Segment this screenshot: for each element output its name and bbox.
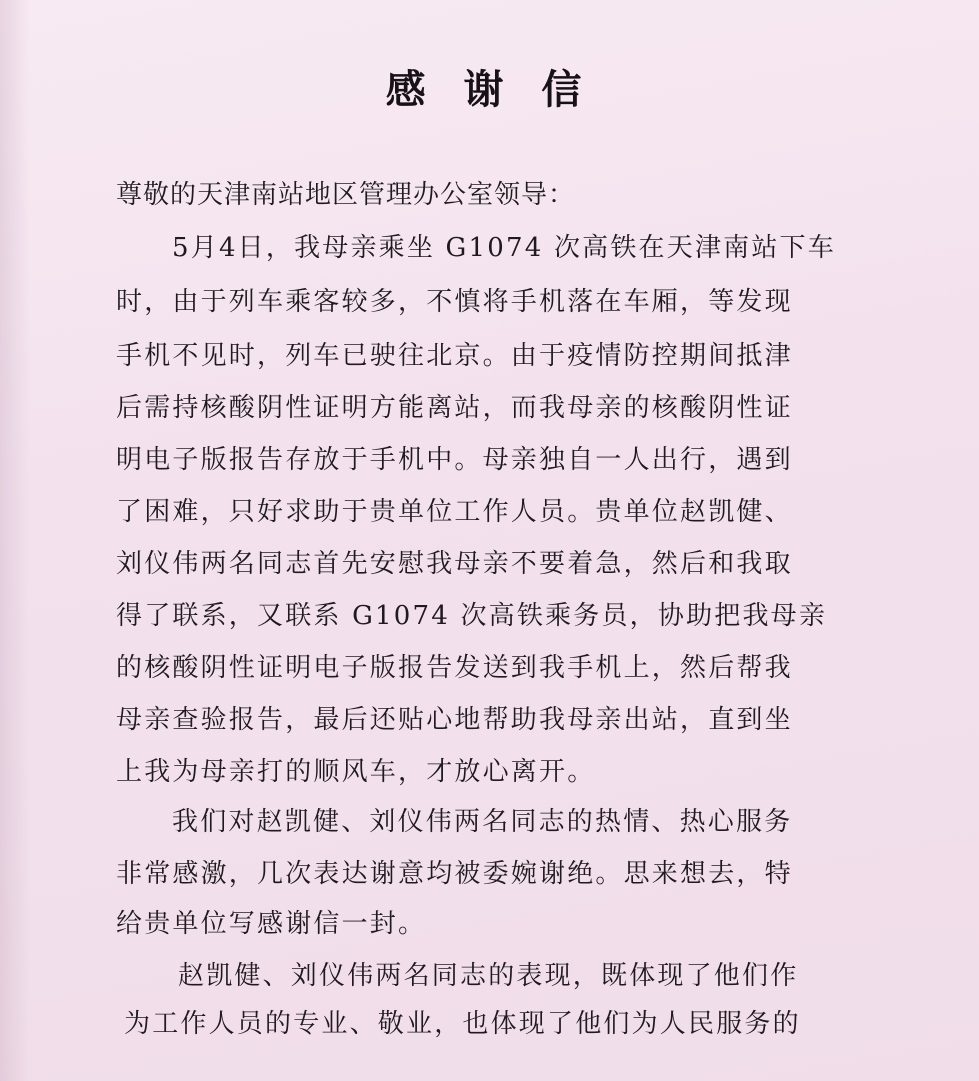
body-line: 非常感激，几次表达谢意均被委婉谢绝。思来想去，特 [116, 859, 793, 889]
paper-edge-shadow [0, 0, 30, 1081]
body-line: 赵凯健、刘仪伟两名同志的表现，既体现了他们作 [178, 961, 799, 991]
body-line: 母亲查验报告，最后还贴心地帮助我母亲出站，直到坐 [116, 705, 793, 735]
body-line: 上我为母亲打的顺风车，才放心离开。 [116, 757, 596, 787]
body-line: 给贵单位写感谢信一封。 [116, 909, 427, 939]
salutation: 尊敬的天津南站地区管理办公室领导： [116, 180, 576, 210]
body-line: 手机不见时，列车已驶往北京。由于疫情防控期间抵津 [116, 341, 793, 371]
letter-title: 感 谢 信 [385, 67, 594, 113]
body-line: 得了联系，又联系 G1074 次高铁乘务员，协助把我母亲 [116, 601, 828, 631]
body-line: 时，由于列车乘客较多，不慎将手机落在车厢，等发现 [116, 287, 793, 317]
body-line: 的核酸阴性证明电子版报告发送到我手机上，然后帮我 [116, 653, 793, 683]
body-line: 为工作人员的专业、敬业，也体现了他们为人民服务的 [124, 1009, 801, 1039]
body-line: 5月4日，我母亲乘坐 G1074 次高铁在天津南站下车 [172, 233, 836, 263]
body-line: 我们对赵凯健、刘仪伟两名同志的热情、热心服务 [172, 807, 793, 837]
body-line: 明电子版报告存放于手机中。母亲独自一人出行，遇到 [116, 445, 793, 475]
body-line: 后需持核酸阴性证明方能离站，而我母亲的核酸阴性证 [116, 393, 793, 423]
body-line: 了困难，只好求助于贵单位工作人员。贵单位赵凯健、 [116, 497, 793, 527]
body-line: 刘仪伟两名同志首先安慰我母亲不要着急，然后和我取 [116, 549, 793, 579]
